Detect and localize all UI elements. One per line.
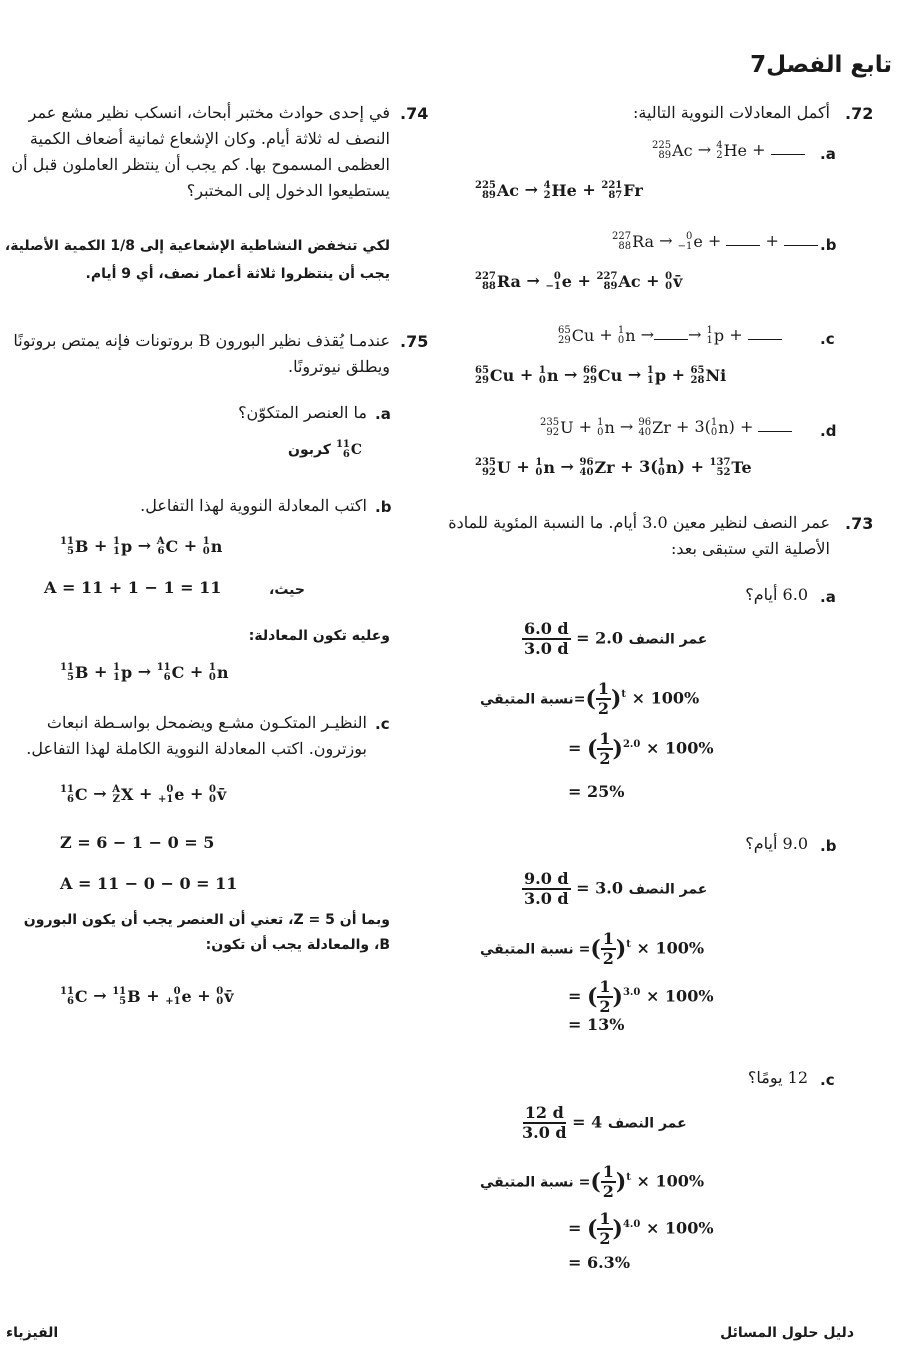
q73b-result: = 13%	[568, 1015, 625, 1034]
q72b-answer: 227 88 Ra → 0 −1 e + 227 89 Ac + 0 0 v̄	[475, 270, 683, 292]
footer-book-title: دليل حلول المسائل	[720, 1325, 854, 1341]
q74-answer-line2: يجب أن ينتظروا ثلاثة أعمار نصف، أي 9 أيام.	[85, 266, 390, 282]
q75c-z-equation: Z = 6 − 1 − 0 = 5	[60, 833, 215, 852]
q74-answer-line1: لكي تنخفض النشاطية الإشعاعية إلى 1/8 الكمية الأصلية،	[4, 238, 390, 254]
q75b-final-equation: 11 5 B + 1 1 p → 11 6 C + 1 0 n	[60, 661, 229, 683]
q73a-text: 6.0 أيام؟	[745, 585, 808, 604]
q75b-label: .b	[375, 498, 392, 516]
q72d-question: 235 92 U + 1 0 n → 96 40 Zr + 3( 1 0 n) +	[540, 417, 792, 438]
q75c-conclusion-line1: وبما أن 5 = Z، تعني أن العنصر يجب أن يكون البورون	[23, 912, 390, 928]
q73b-remaining-formula: نسبة المتبقي =( $\frac{1}{2}$ )$^t$ × 100%	[480, 929, 705, 968]
q75a-text: ما العنصر المتكوّن؟	[238, 403, 367, 422]
q75c-text: النظيـر المتكـون مشـع ويضمحل بواسـطة انبعاث بوزترون. اكتب المعادلة النووية الكاملة لهذا التفاعل.	[26, 713, 367, 758]
q73c-text: 12 يومًا؟	[747, 1068, 808, 1087]
q73a-result: = 25%	[568, 782, 625, 801]
q75c-label: .c	[375, 715, 390, 733]
chapter-title: تابع الفصل7	[750, 52, 892, 78]
q75b-where: حيث،	[269, 582, 305, 598]
q75b-text: اكتب المعادلة النووية لهذا التفاعل.	[140, 496, 367, 515]
q73a-halves: $\frac{6.0 d}{3.0 d}$ = 2.0 عمر النصف	[524, 619, 708, 658]
q73-number: .73	[845, 514, 874, 533]
q72-number: .72	[845, 104, 874, 123]
q75-text: عندمـا يُقذف نظير البورون B بروتونات فإنه يمتص بروتونًا ويطلق نيوترونًا.	[13, 331, 390, 376]
q75b-general-equation: 11 5 B + 1 1 p → A 6 C + 1 0 n	[60, 535, 223, 557]
q72-text: أكمل المعادلات النووية التالية:	[632, 103, 830, 122]
q73a-substitution: = ( $\frac{1}{2}$ )$^{2.0}$ × 100%	[568, 729, 714, 768]
q73a-label: .a	[820, 588, 836, 606]
q75c-final-equation: 11 6 C → 11 5 B + 0 +1 e + 0 0 v̄	[60, 985, 234, 1007]
q73b-text: 9.0 أيام؟	[745, 834, 808, 853]
q75c-conclusion-line2: B، والمعادلة يجب أن تكون:	[205, 937, 390, 953]
footer-subject: الفيزياء	[6, 1325, 59, 1341]
q74-number: .74	[400, 104, 429, 123]
q75b-mass-equation: A = 11 + 1 − 1 = 11	[44, 578, 222, 597]
q72c-answer: 65 29 Cu + 1 0 n → 66 29 Cu → 1 1 p + 65 28 Ni	[475, 364, 727, 386]
q72b-label: .b	[820, 236, 837, 254]
q75b-thus: وعليه تكون المعادلة:	[248, 628, 390, 644]
q75c-a-equation: A = 11 − 0 − 0 = 11	[60, 874, 238, 893]
q72a-answer: 225 89 Ac → 4 2 He + 221 87 Fr	[475, 179, 643, 201]
q73c-halves: $\frac{12 d}{3.0 d}$ = 4 عمر النصف	[522, 1103, 687, 1142]
q73-text: عمر النصف لنظير معين 3.0 أيام. ما النسبة المئوية للمادة الأصلية التي ستبقى بعد:	[448, 513, 830, 558]
q72a-label: .a	[820, 145, 836, 163]
q72a-question: 225 89 Ac → 4 2 He +	[652, 140, 805, 161]
q72d-answer: 235 92 U + 1 0 n → 96 40 Zr + 3( 1 0 n) + 137 52 Te	[475, 456, 752, 478]
q73b-halves: $\frac{9.0 d}{3.0 d}$ = 3.0 عمر النصف	[524, 869, 708, 908]
q73c-substitution: = ( $\frac{1}{2}$ )$^{4.0}$ × 100%	[568, 1209, 714, 1248]
q73a-remaining-formula: نسبة المتبقي=( $\frac{1}{2}$ )$^t$ × 100%	[480, 679, 700, 718]
q74-text: في إحدى حوادث مختبر أبحاث، انسكب نظير مشع عمر النصف له ثلاثة أيام. وكان الإشعاع ثمانية أضعاف الكمية العظمى المسموح بها. كم يجب أن ينتظر العاملون قبل أن يستطيعوا الدخول إلى المختبر؟	[11, 103, 390, 200]
q75c-general-equation: 11 6 C → A Z X + 0 +1 e + 0 0 v̄	[60, 783, 227, 805]
q75a-label: .a	[375, 405, 391, 423]
q75a-answer: كربون 11 6 C	[288, 439, 363, 460]
q73b-substitution: = ( $\frac{1}{2}$ )$^{3.0}$ × 100%	[568, 977, 714, 1016]
q75-number: .75	[400, 332, 429, 351]
q72d-label: .d	[820, 422, 837, 440]
q72c-label: .c	[820, 330, 835, 348]
q73c-result: = 6.3%	[568, 1253, 631, 1272]
q72c-question: 65 29 Cu + 1 0 n → → 1 1 p +	[558, 325, 782, 346]
q73c-label: .c	[820, 1071, 835, 1089]
q73c-remaining-formula: نسبة المتبقي =( $\frac{1}{2}$ )$^t$ × 100%	[480, 1162, 705, 1201]
q73b-label: .b	[820, 837, 837, 855]
q72b-question: 227 88 Ra → 0 −1 e + +	[612, 231, 818, 252]
